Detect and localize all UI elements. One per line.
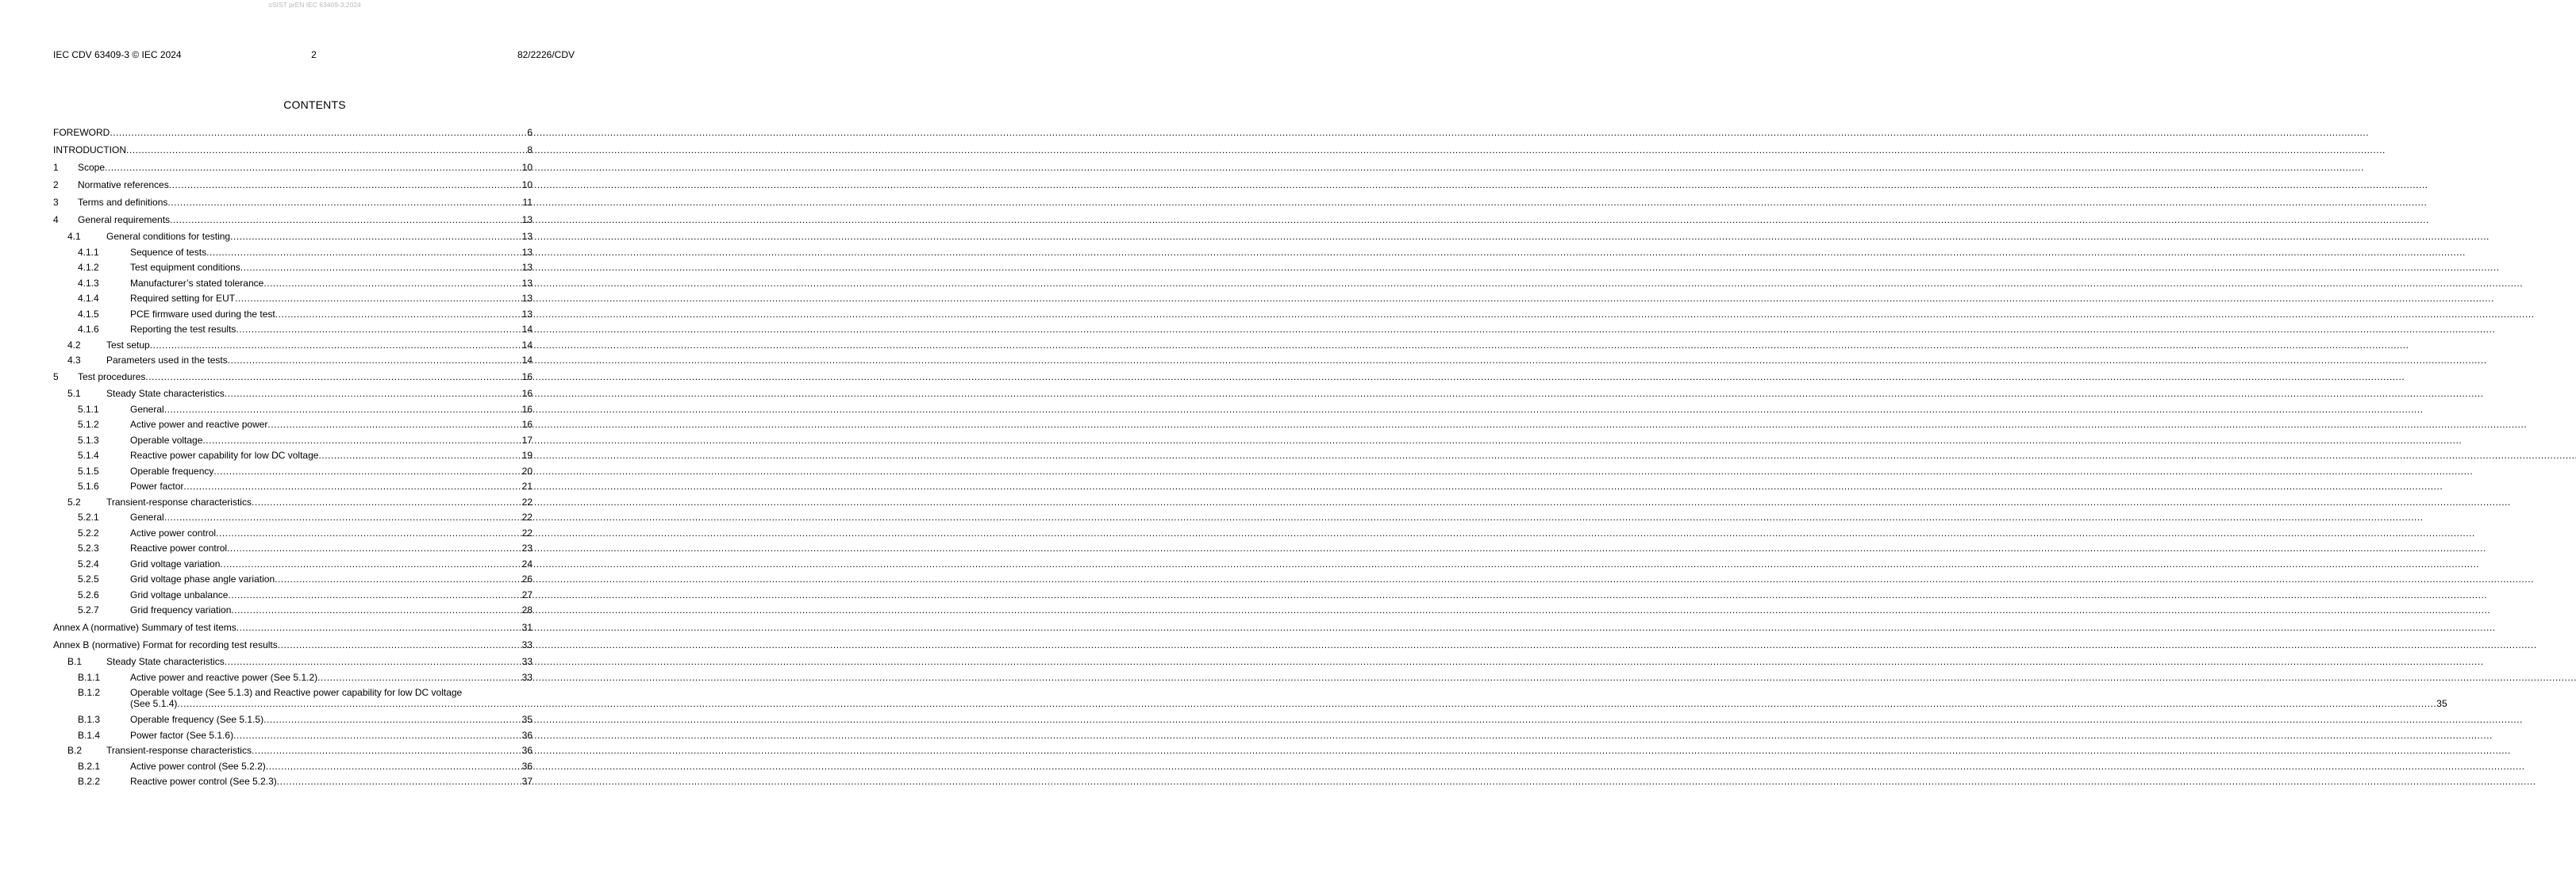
toc-title: Grid voltage unbalance bbox=[130, 589, 229, 600]
toc-entry-5-2[interactable] bbox=[53, 492, 533, 508]
toc-number: 4.1.6 bbox=[78, 324, 99, 335]
toc-page: 14 bbox=[521, 355, 533, 366]
toc-leader bbox=[216, 527, 521, 539]
table-of-contents bbox=[53, 121, 2447, 787]
toc-number: 5.2.1 bbox=[78, 512, 99, 523]
contents-title: CONTENTS bbox=[283, 98, 346, 111]
toc-entry-introduction[interactable] bbox=[53, 138, 533, 155]
toc-title: Reactive power capability for low DC voltage bbox=[130, 450, 319, 461]
toc-page: 13 bbox=[521, 214, 533, 225]
toc-entry-b-1-3[interactable] bbox=[53, 709, 533, 725]
toc-title: Test equipment conditions bbox=[130, 262, 240, 273]
toc-entry-5-1-3[interactable] bbox=[53, 430, 533, 446]
toc-number: B.1.2 bbox=[78, 687, 101, 698]
toc-page: 35 bbox=[2436, 698, 2447, 709]
toc-page: 13 bbox=[521, 231, 533, 242]
toc-page: 16 bbox=[521, 419, 533, 430]
toc-title: Transient-response characteristics bbox=[106, 745, 252, 756]
toc-leader bbox=[228, 355, 521, 366]
toc-title: Test setup bbox=[106, 339, 150, 351]
toc-entry-5-1-5[interactable] bbox=[53, 461, 533, 477]
toc-entry-4[interactable] bbox=[53, 208, 533, 225]
toc-page: 13 bbox=[521, 262, 533, 273]
toc-page: 13 bbox=[521, 277, 533, 289]
toc-page: 10 bbox=[521, 162, 533, 173]
toc-number: 5.1.6 bbox=[78, 481, 99, 492]
toc-entry-4-1-3[interactable] bbox=[53, 273, 533, 289]
toc-entry-5-2-7[interactable] bbox=[53, 600, 533, 616]
toc-leader bbox=[235, 293, 521, 304]
toc-leader bbox=[318, 450, 520, 461]
toc-number: 4.1.5 bbox=[78, 308, 99, 320]
toc-number: 5.2.2 bbox=[78, 527, 99, 539]
toc-number: 5.2.5 bbox=[78, 574, 99, 585]
toc-leader bbox=[231, 604, 520, 616]
toc-page: 28 bbox=[521, 604, 533, 616]
toc-entry-annex-a[interactable] bbox=[53, 616, 533, 633]
toc-title-line-1: Operable voltage (See 5.1.3) and Reactive power capability for low DC voltage bbox=[130, 687, 463, 698]
toc-leader bbox=[252, 497, 521, 508]
toc-number: 5.2.6 bbox=[78, 589, 99, 600]
toc-title: Annex B (normative) Format for recording test results bbox=[53, 639, 278, 650]
toc-title-line-2: (See 5.1.4) bbox=[130, 698, 178, 709]
toc-number: 5.1.5 bbox=[78, 465, 99, 477]
toc-number: B.1.1 bbox=[78, 672, 101, 683]
toc-title: Active power and reactive power (See 5.1.2) bbox=[130, 672, 318, 683]
toc-leader bbox=[240, 262, 521, 273]
toc-leader bbox=[145, 371, 520, 382]
toc-number: 5 bbox=[53, 371, 59, 382]
toc-entry-4-1-1[interactable] bbox=[53, 242, 533, 258]
toc-entry-5[interactable] bbox=[53, 366, 533, 382]
toc-entry-4-1[interactable] bbox=[53, 225, 533, 242]
toc-number: 4.1.4 bbox=[78, 293, 99, 304]
toc-page: 33 bbox=[521, 672, 533, 683]
toc-title: Steady State characteristics bbox=[106, 656, 225, 667]
toc-number: 4.3 bbox=[67, 355, 81, 366]
toc-title: Reactive power control (See 5.2.3) bbox=[130, 776, 277, 787]
toc-leader bbox=[126, 144, 525, 155]
toc-page: 35 bbox=[521, 714, 533, 725]
toc-number: 5.2.4 bbox=[78, 558, 99, 570]
toc-entry-5-2-1[interactable] bbox=[53, 508, 533, 524]
toc-number: 5.2.3 bbox=[78, 543, 99, 554]
toc-page: 8 bbox=[527, 144, 533, 155]
toc-title: Test procedures bbox=[78, 371, 146, 382]
toc-title: INTRODUCTION bbox=[53, 144, 126, 155]
toc-page: 22 bbox=[521, 527, 533, 539]
toc-leader bbox=[263, 714, 521, 725]
page-header bbox=[53, 48, 575, 61]
toc-leader bbox=[252, 745, 521, 756]
header-page-number: 2 bbox=[311, 49, 317, 60]
toc-number: B.1.3 bbox=[78, 714, 101, 725]
toc-number: 4.1.1 bbox=[78, 246, 99, 258]
toc-title: Active power and reactive power bbox=[130, 419, 268, 430]
toc-leader bbox=[230, 231, 521, 242]
toc-entry-4-2[interactable] bbox=[53, 335, 533, 351]
toc-entry-4-3[interactable] bbox=[53, 351, 533, 366]
toc-title-line-2-row bbox=[130, 698, 2447, 709]
toc-number: 5.2.7 bbox=[78, 604, 99, 616]
toc-entry-b-1-2[interactable] bbox=[53, 683, 2447, 709]
toc-leader bbox=[233, 730, 521, 741]
toc-page: 24 bbox=[521, 558, 533, 570]
toc-page: 10 bbox=[521, 179, 533, 190]
toc-title: Power factor bbox=[130, 481, 184, 492]
toc-page: 26 bbox=[521, 574, 533, 585]
toc-entry-b-2-2[interactable] bbox=[53, 772, 533, 788]
toc-leader bbox=[150, 340, 521, 351]
toc-number: 5.2 bbox=[67, 496, 81, 508]
toc-entry-5-2-3[interactable] bbox=[53, 539, 533, 554]
toc-page: 11 bbox=[522, 197, 533, 208]
toc-leader bbox=[167, 197, 521, 208]
toc-entry-b-2[interactable] bbox=[53, 741, 533, 757]
toc-title-block bbox=[130, 687, 2447, 709]
toc-leader bbox=[169, 179, 521, 190]
toc-title: Normative references bbox=[78, 179, 169, 190]
toc-title: Transient-response characteristics bbox=[106, 496, 252, 508]
toc-title: Sequence of tests bbox=[130, 246, 207, 258]
toc-number: 5.1 bbox=[67, 388, 81, 399]
toc-title: Parameters used in the tests bbox=[106, 355, 228, 366]
toc-title: Annex A (normative) Summary of test items bbox=[53, 622, 236, 633]
toc-entry-5-2-4[interactable] bbox=[53, 554, 533, 570]
toc-leader bbox=[317, 672, 521, 683]
toc-page: 13 bbox=[521, 308, 533, 320]
toc-number: B.1 bbox=[67, 656, 83, 667]
toc-title: General conditions for testing bbox=[106, 231, 231, 242]
toc-title: Operable voltage bbox=[130, 434, 203, 446]
header-document-code: 82/2226/CDV bbox=[517, 49, 575, 60]
toc-number: B.2 bbox=[67, 745, 83, 756]
toc-leader bbox=[183, 481, 520, 492]
toc-title: Grid voltage phase angle variation bbox=[130, 574, 275, 585]
toc-page: 14 bbox=[521, 339, 533, 351]
toc-leader bbox=[275, 574, 521, 585]
toc-leader bbox=[164, 404, 521, 415]
toc-entry-b-2-1[interactable] bbox=[53, 756, 533, 772]
toc-leader bbox=[267, 419, 520, 430]
toc-number: 4.1 bbox=[67, 231, 81, 242]
toc-number: 5.1.4 bbox=[78, 450, 99, 461]
toc-leader bbox=[170, 214, 521, 225]
toc-number: B.1.4 bbox=[78, 729, 101, 741]
toc-leader bbox=[277, 776, 521, 787]
toc-leader bbox=[228, 589, 520, 600]
toc-title: General bbox=[130, 512, 164, 523]
toc-leader bbox=[202, 435, 520, 446]
toc-leader bbox=[225, 388, 521, 399]
toc-leader bbox=[263, 278, 520, 289]
toc-page: 36 bbox=[521, 729, 533, 741]
toc-title: Required setting for EUT bbox=[130, 293, 236, 304]
toc-entry-5-1-2[interactable] bbox=[53, 415, 533, 431]
toc-leader bbox=[236, 324, 520, 335]
toc-title: Active power control bbox=[130, 527, 217, 539]
toc-page: 16 bbox=[521, 371, 533, 382]
toc-leader bbox=[110, 127, 525, 138]
toc-page: 13 bbox=[521, 293, 533, 304]
toc-title: Reactive power control bbox=[130, 543, 228, 554]
toc-title: Manufacturer’s stated tolerance bbox=[130, 277, 264, 289]
toc-page: 19 bbox=[521, 450, 533, 461]
toc-leader bbox=[206, 247, 521, 258]
toc-entry-4-1-4[interactable] bbox=[53, 289, 533, 305]
toc-page: 31 bbox=[521, 622, 533, 633]
toc-number: 4.2 bbox=[67, 339, 81, 351]
toc-entry-b-1-4[interactable] bbox=[53, 725, 533, 741]
toc-title: Operable frequency bbox=[130, 465, 214, 477]
toc-leader bbox=[105, 162, 521, 173]
toc-title: General requirements bbox=[78, 214, 171, 225]
toc-entry-annex-b[interactable] bbox=[53, 633, 533, 650]
toc-page: 22 bbox=[521, 496, 533, 508]
toc-page: 16 bbox=[521, 388, 533, 399]
toc-page: 14 bbox=[521, 324, 533, 335]
toc-title: Grid frequency variation bbox=[130, 604, 232, 616]
toc-number: B.2.1 bbox=[78, 760, 101, 772]
toc-title: Power factor (See 5.1.6) bbox=[130, 729, 234, 741]
toc-entry-3[interactable] bbox=[53, 190, 533, 208]
toc-number: 1 bbox=[53, 162, 59, 173]
toc-leader bbox=[266, 761, 521, 772]
toc-page: 6 bbox=[527, 127, 533, 138]
toc-entry-1[interactable] bbox=[53, 155, 533, 173]
toc-leader bbox=[227, 543, 521, 554]
toc-page: 27 bbox=[521, 589, 533, 600]
toc-page: 36 bbox=[521, 760, 533, 772]
toc-entry-2[interactable] bbox=[53, 173, 533, 190]
toc-title: Grid voltage variation bbox=[130, 558, 221, 570]
toc-entry-foreword[interactable] bbox=[53, 121, 533, 138]
toc-page: 23 bbox=[521, 543, 533, 554]
toc-number: 3 bbox=[53, 197, 59, 208]
toc-entry-5-2-5[interactable] bbox=[53, 570, 533, 585]
watermark: oSIST prEN IEC 63409-3:2024 bbox=[268, 1, 361, 9]
toc-leader bbox=[225, 656, 521, 667]
toc-leader bbox=[236, 622, 521, 633]
toc-number: 4.1.2 bbox=[78, 262, 99, 273]
toc-entry-4-1-5[interactable] bbox=[53, 304, 533, 320]
toc-leader bbox=[177, 698, 2435, 709]
toc-title: Reporting the test results bbox=[130, 324, 236, 335]
toc-entry-5-2-2[interactable] bbox=[53, 523, 533, 539]
toc-leader bbox=[164, 512, 521, 523]
toc-title: Active power control (See 5.2.2) bbox=[130, 760, 266, 772]
toc-title: Scope bbox=[78, 162, 106, 173]
toc-entry-4-1-6[interactable] bbox=[53, 320, 533, 336]
toc-entry-5-1-6[interactable] bbox=[53, 477, 533, 493]
toc-leader bbox=[275, 309, 521, 320]
toc-leader bbox=[278, 639, 521, 650]
toc-title: General bbox=[130, 403, 164, 415]
toc-page: 36 bbox=[521, 745, 533, 756]
toc-page: 16 bbox=[521, 403, 533, 415]
toc-entry-5-1-4[interactable] bbox=[53, 446, 533, 462]
toc-title: Terms and definitions bbox=[78, 197, 168, 208]
toc-entry-5-2-6[interactable] bbox=[53, 585, 533, 600]
toc-page: 17 bbox=[521, 434, 533, 446]
toc-leader bbox=[220, 558, 520, 570]
toc-page: 13 bbox=[521, 246, 533, 258]
toc-page: 33 bbox=[521, 639, 533, 650]
toc-page: 21 bbox=[521, 481, 533, 492]
toc-leader bbox=[213, 466, 520, 477]
toc-entry-5-1[interactable] bbox=[53, 382, 533, 399]
toc-title: Steady State characteristics bbox=[106, 388, 225, 399]
toc-entry-5-1-1[interactable] bbox=[53, 399, 533, 415]
toc-page: 20 bbox=[521, 465, 533, 477]
toc-number: 5.1.1 bbox=[78, 403, 99, 415]
toc-entry-b-1-1[interactable] bbox=[53, 667, 533, 683]
header-document-id: IEC CDV 63409-3 © IEC 2024 bbox=[53, 49, 182, 60]
toc-page: 22 bbox=[521, 512, 533, 523]
toc-number: 2 bbox=[53, 179, 59, 190]
toc-number: 4 bbox=[53, 214, 59, 225]
toc-number: 5.1.3 bbox=[78, 434, 99, 446]
toc-title: FOREWORD bbox=[53, 127, 110, 138]
toc-page: 33 bbox=[521, 656, 533, 667]
toc-entry-b-1[interactable] bbox=[53, 650, 533, 667]
toc-page: 37 bbox=[521, 776, 533, 787]
toc-number: 4.1.3 bbox=[78, 277, 99, 289]
toc-entry-4-1-2[interactable] bbox=[53, 258, 533, 274]
toc-title: Operable frequency (See 5.1.5) bbox=[130, 714, 264, 725]
toc-title: PCE firmware used during the test bbox=[130, 308, 275, 320]
toc-number: B.2.2 bbox=[78, 776, 101, 787]
toc-number: 5.1.2 bbox=[78, 419, 99, 430]
